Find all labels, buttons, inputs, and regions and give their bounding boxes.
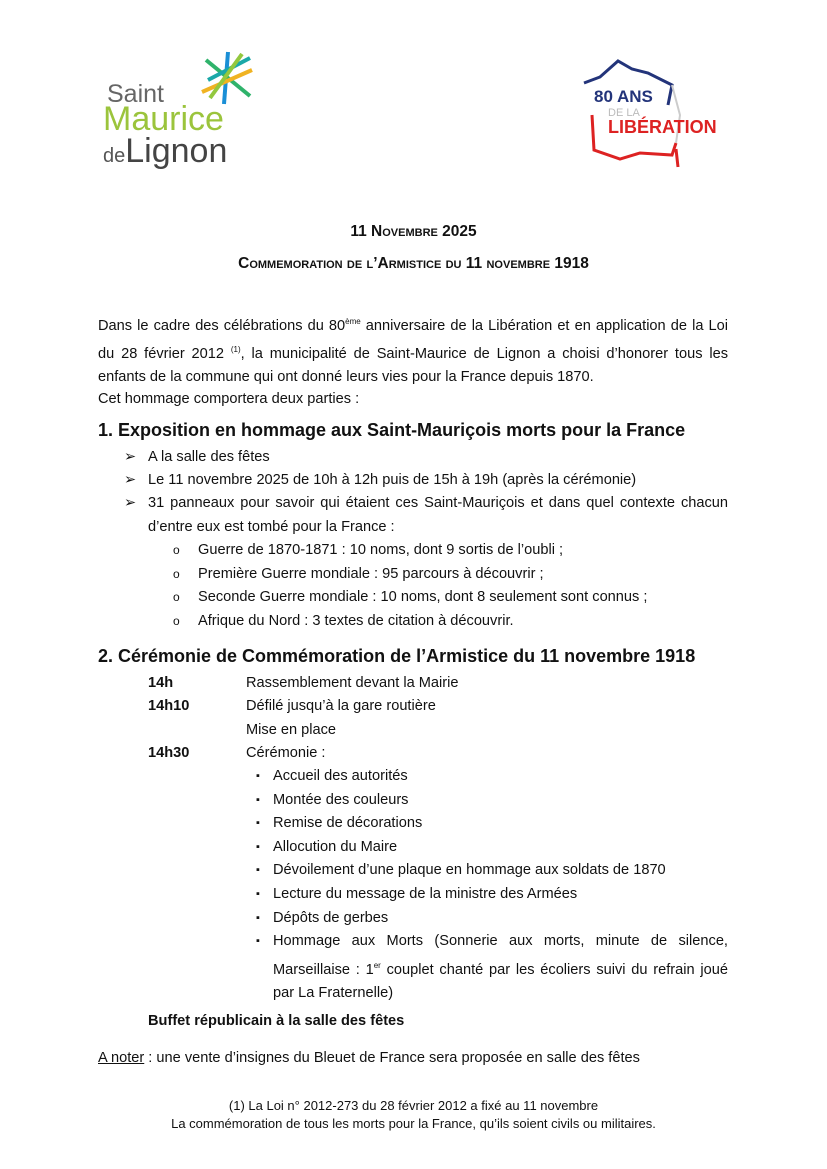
square-bullet-icon: ▪ — [256, 770, 260, 782]
sub-bullet-text: Seconde Guerre mondiale : 10 noms, dont 8 seulement sont connus ; — [198, 589, 648, 605]
bullet-text: A la salle des fêtes — [148, 449, 270, 465]
schedule-text: Rassemblement devant la Mairie — [246, 675, 459, 691]
lead-text: Cet hommage comportera deux parties : — [98, 391, 360, 407]
bullet-text: 31 panneaux pour savoir qui étaient ces Saint-Mauriçois et dans quel contexte chacun d’entre eux est tombé pour la France : — [148, 495, 728, 535]
ceremony-item-text: Lecture du message de la ministre des Armées — [273, 885, 578, 902]
buffet-text: Buffet républicain à la salle des fêtes — [148, 1013, 405, 1029]
section1-sub-bullets — [173, 539, 647, 633]
schedule-row — [148, 719, 728, 742]
section2-heading: 2. Cérémonie de Commémoration de l’Armistice du 11 novembre 1918 — [98, 646, 696, 666]
star-logo-icon — [198, 50, 254, 106]
circle-bullet-icon: o — [173, 566, 180, 581]
sub-bullet-text: Guerre de 1870-1871 : 10 noms, dont 9 sortis de l’oubli ; — [198, 542, 564, 558]
sub-bullet-text: Première Guerre mondiale : 95 parcours à découvrir ; — [198, 565, 544, 582]
ceremony-item — [256, 789, 728, 813]
ceremony-item-text: Remise de décorations — [273, 815, 423, 832]
schedule-row — [148, 672, 728, 695]
logo-80-ans: 80 ANS — [594, 87, 653, 106]
sub-bullet-text: Afrique du Nord : 3 textes de citation à découvrir. — [198, 612, 514, 629]
superscript: er — [373, 960, 381, 970]
bullet-text: Le 11 novembre 2025 de 10h à 12h puis de 15h à 19h (après la cérémonie) — [148, 472, 637, 489]
section1-heading: 1. Exposition en hommage aux Saint-Mauriçois morts pour la France — [98, 420, 686, 440]
ceremony-item-text: Allocution du Maire — [273, 838, 398, 855]
circle-bullet-icon: o — [173, 590, 180, 604]
logo-liberation: LIBÉRATION — [608, 117, 717, 137]
schedule-row — [148, 695, 728, 718]
schedule — [148, 672, 728, 766]
ceremony-item — [256, 930, 728, 1006]
schedule-time: 14h — [148, 675, 174, 691]
note-text: : une vente d’insignes du Bleuet de France sera proposée en salle des fêtes — [144, 1050, 640, 1066]
section1-bullets — [124, 446, 728, 539]
ceremony-item — [256, 812, 728, 836]
intro-text: Dans le cadre des célébrations du 80 — [98, 317, 346, 334]
ceremony-item-text — [273, 930, 728, 1006]
square-bullet-icon: ▪ — [256, 911, 260, 924]
saint-maurice-logo — [103, 50, 263, 170]
bullet-item — [124, 446, 728, 469]
ceremony-item — [256, 907, 728, 931]
bullet-item — [124, 492, 728, 538]
title-date — [0, 223, 827, 241]
intro-paragraph — [98, 310, 728, 389]
note-label: A noter — [98, 1050, 145, 1066]
ceremony-items — [256, 765, 728, 1006]
ceremony-item-text: Montée des couleurs — [273, 791, 409, 808]
logo-text-saint: Saint — [107, 80, 164, 108]
note-line — [98, 1050, 640, 1066]
footnote-ref: (1) — [230, 345, 241, 355]
ceremony-item-text: Dévoilement d’une plaque en hommage aux soldats de 1870 — [273, 862, 666, 879]
sub-bullet-item — [173, 610, 647, 634]
ceremony-item — [256, 765, 728, 789]
arrow-bullet-icon: ➢ — [124, 495, 137, 512]
ceremony-item — [256, 836, 728, 860]
square-bullet-icon: ▪ — [256, 840, 260, 853]
ceremony-item — [256, 859, 728, 883]
square-bullet-icon: ▪ — [256, 887, 260, 900]
80-ans-liberation-logo — [580, 55, 717, 170]
square-bullet-icon: ▪ — [256, 817, 260, 830]
logo-maurice: Maurice — [103, 100, 224, 138]
superscript: ème — [345, 317, 361, 326]
schedule-row — [148, 742, 728, 765]
square-bullet-icon: ▪ — [256, 793, 260, 806]
bullet-item — [124, 469, 728, 492]
item-text: couplet chanté par les écoliers suivi du refrain joué par La Fraternelle) — [273, 961, 728, 1002]
footnote-line-2: La commémoration de tous les morts pour la France, qu’ils soient civils ou militaires. — [171, 1116, 656, 1131]
sub-bullet-item — [173, 586, 647, 610]
square-bullet-icon: ▪ — [256, 864, 260, 877]
arrow-bullet-icon: ➢ — [124, 449, 137, 465]
logo-de: de — [103, 145, 126, 167]
schedule-text: Mise en place — [246, 721, 337, 738]
logo-text-lignon — [103, 132, 227, 171]
ceremony-item-text: Accueil des autorités — [273, 768, 408, 784]
square-bullet-icon: ▪ — [256, 935, 260, 948]
circle-bullet-icon: o — [173, 543, 180, 557]
circle-bullet-icon: o — [173, 613, 180, 628]
schedule-time: 14h10 — [148, 698, 190, 715]
title-subtitle-text: Commemoration de l’Armistice du 11 novembre 1918 — [238, 255, 589, 272]
title-subtitle — [0, 255, 827, 273]
sub-bullet-item — [173, 563, 647, 587]
ceremony-item — [256, 883, 728, 907]
intro-text: , la municipalité de Saint-Maurice de Lignon a choisi d’honorer tous les enfants de la commune qui ont donné leurs vies pour la France depuis 1870. — [98, 345, 728, 386]
schedule-text: Cérémonie : — [246, 745, 326, 762]
logo-de-la: DE LA — [608, 107, 640, 119]
item-text: Hommage aux Morts (Sonnerie aux morts, minute de silence, Marseillaise : 1 — [273, 933, 728, 978]
logo-lignon: Lignon — [125, 132, 228, 170]
ceremony-item-text: Dépôts de gerbes — [273, 909, 389, 926]
intro-text: anniversaire de la Libération et en application de la Loi du 28 février 2012 — [98, 317, 728, 362]
arrow-bullet-icon: ➢ — [124, 472, 137, 489]
schedule-time: 14h30 — [148, 745, 190, 762]
france-map-icon — [580, 55, 710, 170]
title-date-text: 11 Novembre 2025 — [350, 223, 477, 240]
schedule-text: Défilé jusqu’à la gare routière — [246, 698, 436, 715]
footnote-line-1: (1) La Loi n° 2012-273 du 28 février 2012 a fixé au 11 novembre — [228, 1098, 599, 1113]
sub-bullet-item — [173, 539, 647, 563]
